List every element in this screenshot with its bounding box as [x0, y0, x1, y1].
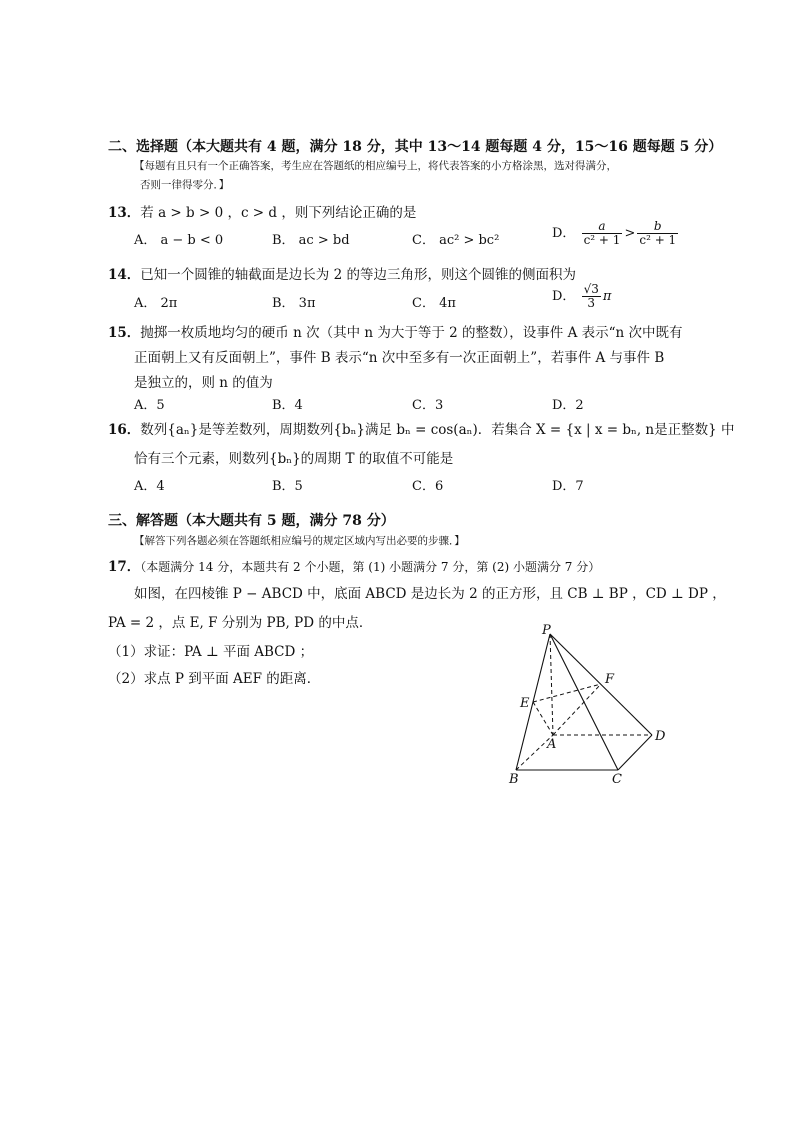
edge-ea	[533, 702, 553, 735]
q13-stem: 若 a > b > 0 ，c > d ，则下列结论正确的是	[140, 205, 417, 221]
q17-sub1: （1）求证：PA ⊥ 平面 ABCD ；	[108, 644, 314, 660]
section-2-title: 二、选择题（本大题共有 4 题，满分 18 分，其中 13～14 题每题 4 分，15～16 题每题 5 分）	[108, 139, 723, 155]
q13-option-d-op: >	[624, 226, 636, 241]
q14-option-d-fraction	[582, 283, 601, 310]
q13-option-b: B． ac > bd	[272, 233, 350, 248]
q13-option-d-label: D．	[552, 226, 576, 241]
q15-option-b: B．4	[272, 398, 303, 413]
edge-af	[553, 684, 601, 735]
q15-option-d: D．2	[552, 398, 584, 413]
q14-stem: 已知一个圆锥的轴截面是边长为 2 的等边三角形，则这个圆锥的侧面积为	[140, 267, 576, 283]
q16-line1-row	[108, 418, 735, 438]
q14-option-d	[552, 283, 611, 310]
q16-option-a: A．4	[134, 479, 165, 494]
section-3-title: 三、解答题（本大题共有 5 题，满分 78 分）	[108, 513, 395, 529]
q15-line2: 正面朝上又有反面朝上”，事件 B 表示“n 次中至多有一次正面朝上”，若事件 A 与事件 B	[134, 350, 665, 366]
label-e: E	[520, 696, 530, 711]
q13-option-c: C． ac² > bc²	[412, 233, 500, 248]
q13-option-d-den1: c² + 1	[583, 233, 621, 247]
pyramid-figure	[500, 620, 685, 790]
edge-pa	[550, 634, 553, 735]
q14-option-d-label: D．	[552, 289, 576, 304]
q13-option-d	[552, 220, 680, 247]
q14-option-d-num: √3	[583, 282, 599, 296]
label-p: P	[542, 623, 551, 638]
q13-option-d-num1: a	[582, 220, 623, 234]
edge-ef	[533, 684, 601, 702]
section-2-note-line1: 【每题有且只有一个正确答案，考生应在答题纸的相应编号上，将代表答案的小方格涂黑，选对得满分，	[134, 160, 617, 172]
q13-number: 13．	[108, 205, 141, 221]
q13-option-d-fraction-right	[637, 220, 678, 247]
label-f: F	[605, 672, 615, 687]
q13-option-d-den2: c² + 1	[639, 233, 677, 247]
q16-option-c: C．6	[412, 479, 444, 494]
q16-option-d: D．7	[552, 479, 584, 494]
q13-stem-row	[108, 201, 416, 221]
q17-header: （本题满分 14 分，本题共有 2 个小题，第 (1) 小题满分 7 分，第 (2) 小题满分 7 分）	[140, 560, 601, 574]
q14-option-c: C． 4π	[412, 296, 456, 311]
q15-number: 15．	[108, 325, 141, 341]
q15-line1-row	[108, 321, 683, 341]
label-d: D	[655, 729, 666, 744]
q15-option-a: A．5	[134, 398, 165, 413]
q14-option-a: A． 2π	[134, 296, 178, 311]
section-2-note-line2: 否则一律得零分．】	[140, 179, 230, 191]
q16-option-b: B．5	[272, 479, 303, 494]
q17-header-row	[108, 555, 600, 575]
q13-option-d-num2: b	[637, 220, 678, 234]
q16-line2: 恰有三个元素，则数列{bₙ}的周期 T 的取值不可能是	[134, 451, 454, 467]
q17-sub2: （2）求点 P 到平面 AEF 的距离．	[108, 671, 321, 687]
q16-line1: 数列{aₙ}是等差数列，周期数列{bₙ}满足 bₙ = cos(aₙ)．若集合 X = {x | x = bₙ, n是正整数} 中	[140, 422, 735, 438]
q16-number: 16．	[108, 422, 141, 438]
q14-option-d-den: 3	[587, 296, 596, 310]
q13-option-d-fraction-left	[582, 220, 623, 247]
q15-line1: 抛掷一枚质地均匀的硬币 n 次（其中 n 为大于等于 2 的整数），设事件 A 表示“n 次中既有	[140, 325, 683, 341]
q14-stem-row	[108, 263, 576, 283]
edge-cd	[618, 735, 652, 770]
label-b: B	[509, 772, 519, 787]
q13-option-a: A． a − b < 0	[134, 233, 224, 248]
q14-option-d-tail: π	[602, 289, 612, 304]
label-c: C	[612, 772, 622, 787]
q17-line2: PA = 2 ，点 E, F 分别为 PB, PD 的中点．	[108, 615, 373, 631]
q17-number: 17．	[108, 559, 141, 575]
q17-line1: 如图，在四棱锥 P − ABCD 中，底面 ABCD 是边长为 2 的正方形，且 CB ⊥ BP ，CD ⊥ DP ，	[134, 586, 726, 602]
q15-option-c: C．3	[412, 398, 444, 413]
q14-number: 14．	[108, 267, 141, 283]
label-a: A	[547, 737, 557, 752]
q15-line3: 是独立的，则 n 的值为	[134, 375, 273, 391]
section-3-note: 【解答下列各题必须在答题纸相应编号的规定区域内写出必要的步骤．】	[134, 535, 465, 547]
q14-option-b: B． 3π	[272, 296, 316, 311]
